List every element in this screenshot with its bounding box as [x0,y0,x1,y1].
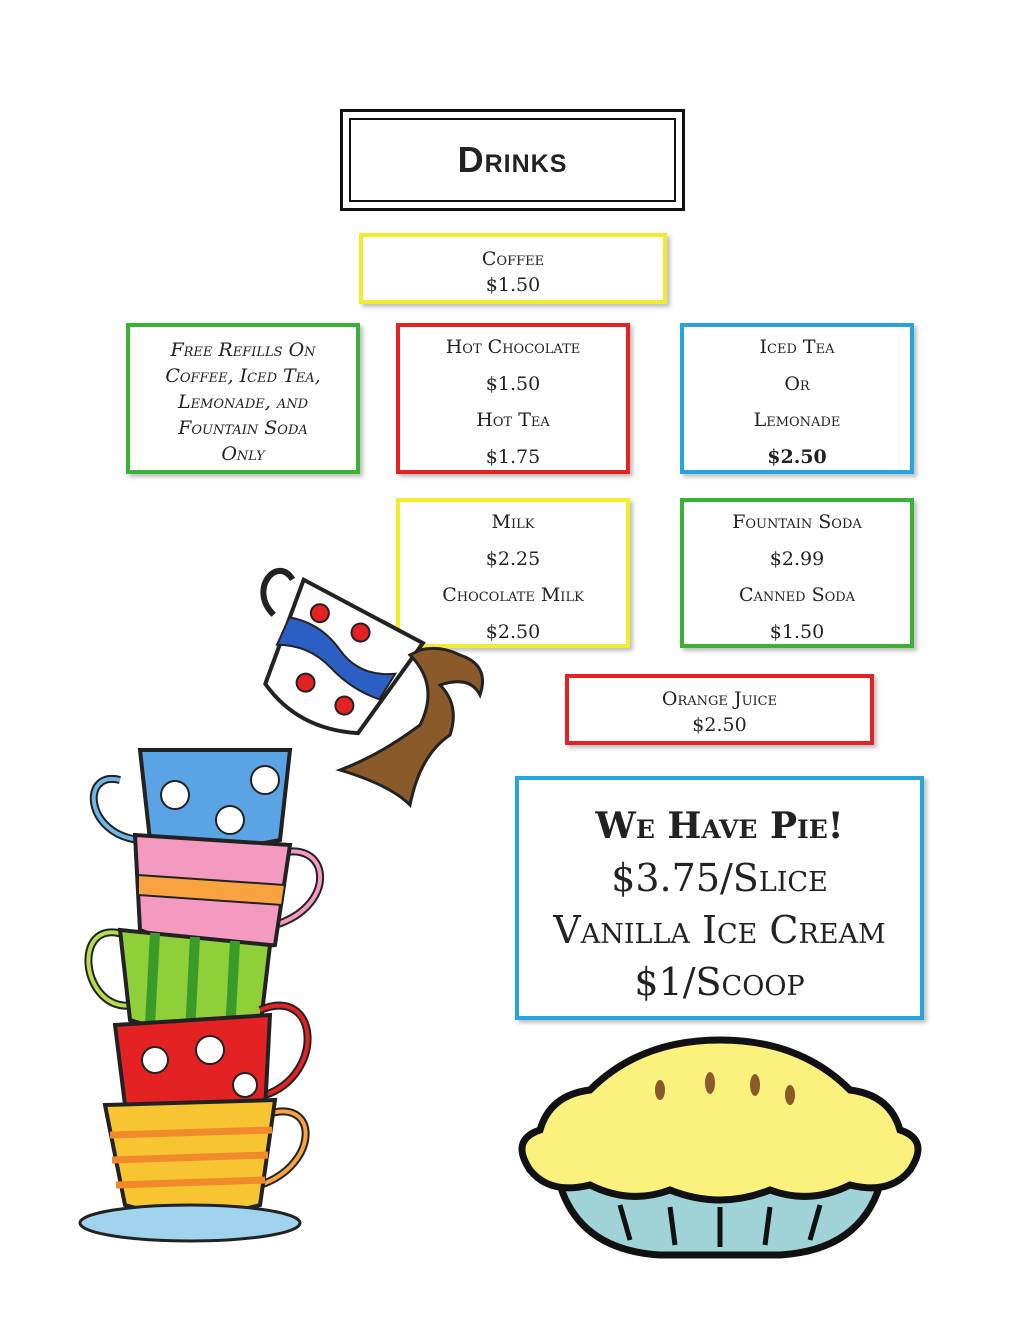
refill-note-line: Fountain Soda [178,417,308,439]
soda-box [680,498,914,648]
refill-note-line: Only [221,443,265,465]
orange-juice-name: Orange Juice [661,688,778,710]
or-label: Or [784,372,810,395]
milk-name: Milk [491,511,535,533]
orange-juice-box [565,674,874,745]
refill-note-line: Free Refills On [170,339,316,361]
iced-drinks-box [680,323,914,474]
blue-daisy-cup-icon [94,750,290,848]
refill-note-line: Coffee, Iced Tea, [165,365,321,387]
pouring-cup-icon [217,564,423,751]
iced-tea-name: Iced Tea [759,336,835,358]
pie-price: $3.75/Slice [611,856,828,900]
lemonade-name: Lemonade [753,409,841,431]
fountain-soda-price: $2.99 [769,547,825,570]
pink-scallop-cup-icon [135,835,320,948]
coffee-price: $1.50 [485,274,541,296]
title-frame [340,109,685,211]
hot-tea-price: $1.75 [485,445,541,468]
pie-illustration [510,1035,930,1265]
yellow-stripe-cup-icon [80,1100,306,1241]
canned-soda-name: Canned Soda [738,584,856,606]
chocolate-milk-price: $2.50 [485,620,541,643]
teacup-stack-illustration [60,555,500,1255]
coffee-name: Coffee [481,248,545,270]
orange-juice-price: $2.50 [692,714,747,736]
refill-note-box [126,323,360,474]
red-polka-dot-cup-icon [115,1006,308,1117]
hot-chocolate-name: Hot Chocolate [445,336,581,358]
ice-cream-name: Vanilla Ice Cream [553,908,886,952]
refill-note-line: Lemonade, and [177,391,309,413]
pie-box [515,776,924,1020]
ice-cream-price: $1/Scoop [634,960,805,1004]
canned-soda-price: $1.50 [769,620,825,643]
chocolate-milk-name: Chocolate Milk [442,584,584,606]
page-title: Drinks [349,118,676,202]
fountain-soda-name: Fountain Soda [732,511,862,533]
milk-price: $2.25 [485,547,541,570]
hot-drinks-box [396,323,630,474]
iced-price: $2.50 [767,445,827,468]
hot-chocolate-price: $1.50 [485,372,541,395]
pie-headline: We Have Pie! [595,805,844,847]
hot-tea-name: Hot Tea [476,409,550,431]
pie-crust-icon [522,1040,918,1200]
coffee-box [359,233,667,304]
